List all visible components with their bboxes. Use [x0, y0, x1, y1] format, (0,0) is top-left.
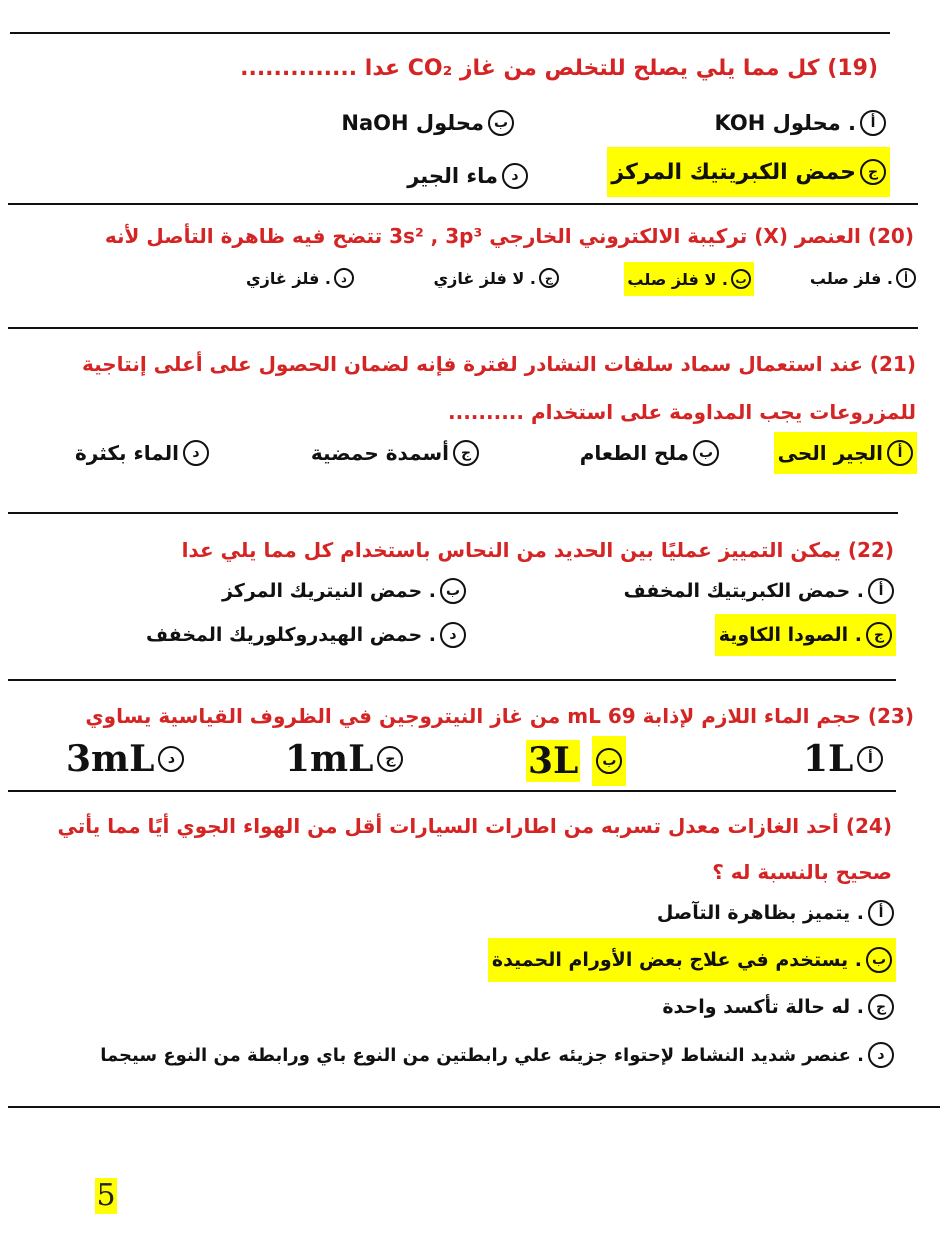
option-c-badge: ج — [377, 746, 403, 772]
option-a-badge: أ — [868, 578, 894, 604]
q23-option-a[interactable] — [803, 738, 883, 780]
option-b-badge: ب — [440, 578, 466, 604]
option-text: محلول NaOH — [341, 111, 484, 135]
option-a-badge: أ — [857, 746, 883, 772]
q23-option-d[interactable] — [66, 738, 184, 780]
q21-option-d[interactable] — [75, 440, 209, 466]
option-text: أسمدة حمضية — [310, 441, 449, 465]
option-b-badge: ب — [596, 748, 622, 774]
q21-option-c[interactable] — [311, 440, 479, 466]
question-22: (22) يمكن التمييز عمليًا بين الحديد من النحاس باستخدام كل مما يلي عدا — [181, 538, 894, 562]
option-text: ملح الطعام — [579, 441, 689, 465]
q24-option-a[interactable] — [657, 900, 894, 926]
question-24-line-2: صحيح بالنسبة له ؟ — [712, 860, 892, 884]
page-number: 5 — [96, 1178, 116, 1213]
option-text: الجير الحى — [777, 441, 883, 465]
q21-option-a[interactable] — [774, 432, 917, 474]
option-b-badge: ب — [731, 269, 751, 289]
q20-option-a[interactable] — [810, 268, 916, 288]
option-text: . فلز صلب — [809, 268, 893, 288]
option-d-badge: د — [183, 440, 209, 466]
question-21-line-1: (21) عند استعمال سماد سلفات النشادر لفترة فإنه لضمان الحصول على أعلى إنتاجية — [81, 352, 916, 376]
divider — [8, 679, 896, 681]
option-c-badge: ج — [868, 994, 894, 1020]
q22-option-c[interactable] — [715, 614, 896, 656]
divider — [8, 1106, 940, 1108]
option-text: 1mL — [285, 738, 374, 780]
q19-option-d[interactable] — [407, 163, 528, 189]
option-text: . لا فلز صلب — [627, 269, 728, 289]
question-24-line-1: (24) أحد الغازات معدل تسربه من اطارات السيارات أقل من الهواء الجوي أيًا مما يأتي — [57, 814, 892, 838]
option-text: . حمض النيتريك المركز — [221, 580, 436, 602]
divider — [8, 327, 918, 329]
option-text: 1L — [803, 738, 854, 780]
option-d-badge: د — [158, 746, 184, 772]
divider — [8, 790, 896, 792]
q23-option-b[interactable] — [526, 736, 626, 786]
option-text: 3mL — [66, 738, 155, 780]
option-a-badge: أ — [887, 440, 913, 466]
q24-option-d[interactable] — [100, 1042, 894, 1068]
option-text: . حمض الكبريتيك المخفف — [623, 580, 864, 602]
option-text: . محلول KOH — [714, 111, 856, 135]
q19-option-b[interactable] — [341, 110, 514, 136]
q22-option-d[interactable] — [146, 622, 466, 648]
option-text: 3L — [528, 740, 579, 782]
option-d-badge: د — [868, 1042, 894, 1068]
option-d-badge: د — [502, 163, 528, 189]
option-text: ماء الجير — [407, 164, 498, 188]
option-text: . فلز غازي — [246, 268, 331, 288]
option-a-badge: أ — [896, 268, 916, 288]
option-text: الماء بكثرة — [74, 441, 179, 465]
option-b-highlight — [592, 736, 626, 786]
q23-option-c[interactable] — [285, 738, 403, 780]
option-text: . يستخدم في علاج بعض الأورام الحميدة — [491, 949, 862, 971]
q22-option-b[interactable] — [222, 578, 466, 604]
q24-option-c[interactable] — [662, 994, 894, 1020]
question-20: (20) العنصر (X) تركيبة الالكتروني الخارجي 3s² , 3p³ تتضح فيه ظاهرة التأصل لأنه — [104, 224, 914, 248]
q19-option-a[interactable] — [715, 110, 886, 136]
question-21-line-2: للمزروعات يجب المداومة على استخدام .......... — [448, 400, 916, 424]
option-d-badge: د — [440, 622, 466, 648]
option-text: . لا فلز غازي — [433, 268, 536, 288]
option-text: . له حالة تأكسد واحدة — [662, 996, 864, 1018]
option-text: . عنصر شديد النشاط لإحتواء جزيئه علي رابطتين من النوع باي ورابطة من النوع سيجما — [100, 1044, 864, 1066]
question-23: (23) حجم الماء اللازم لإذابة 69 mL من غاز النيتروجين في الظروف القياسية يساوي — [85, 704, 914, 728]
option-c-badge: ج — [860, 159, 886, 185]
option-b-badge: ب — [488, 110, 514, 136]
option-text: . الصودا الكاوية — [718, 624, 862, 646]
q21-option-b[interactable] — [580, 440, 719, 466]
option-text: حمض الكبريتيك المركز — [611, 159, 856, 185]
option-b-badge: ب — [693, 440, 719, 466]
divider — [8, 512, 898, 514]
option-c-badge: ج — [539, 268, 559, 288]
q20-option-d[interactable] — [246, 268, 354, 288]
option-c-badge: ج — [866, 622, 892, 648]
divider — [10, 32, 890, 34]
q24-option-b[interactable] — [488, 938, 896, 982]
option-c-badge: ج — [453, 440, 479, 466]
option-a-badge: أ — [860, 110, 886, 136]
option-b-badge: ب — [866, 947, 892, 973]
option-a-badge: أ — [868, 900, 894, 926]
option-text: . حمض الهيدروكلوريك المخفف — [146, 624, 436, 646]
question-19: (19) كل مما يلي يصلح للتخلص من غاز CO₂ عدا .............. — [240, 56, 878, 81]
option-d-badge: د — [334, 268, 354, 288]
q20-option-c[interactable] — [434, 268, 559, 288]
option-text: . يتميز بظاهرة التآصل — [656, 902, 864, 924]
q22-option-a[interactable] — [624, 578, 894, 604]
q19-option-c[interactable] — [607, 147, 890, 197]
divider — [8, 203, 918, 205]
q20-option-b[interactable] — [624, 262, 754, 296]
